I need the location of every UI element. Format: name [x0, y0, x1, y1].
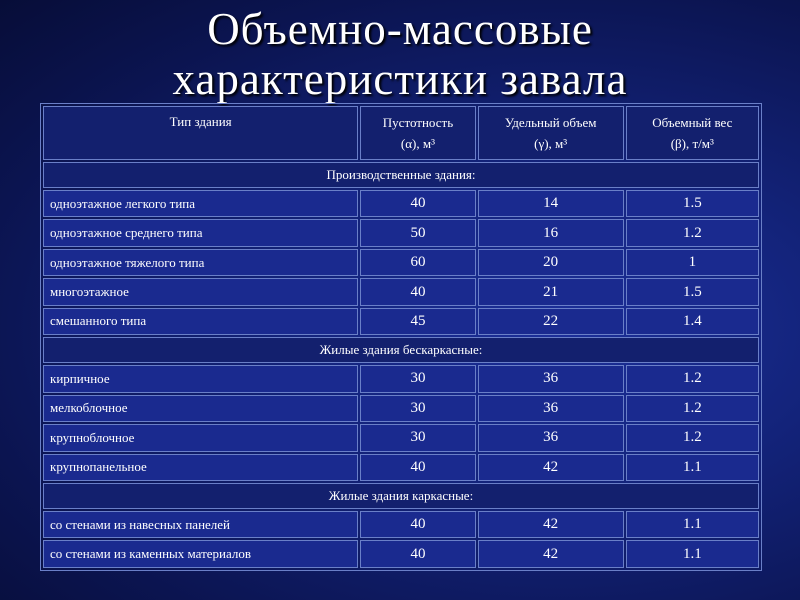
section-title: Жилые здания бескаркасные: — [43, 337, 759, 363]
volume-weight-cell: 1.1 — [626, 454, 759, 481]
volume-weight-cell: 1.1 — [626, 540, 759, 568]
section-title: Жилые здания каркасные: — [43, 483, 759, 509]
specific-volume-cell: 42 — [478, 511, 624, 538]
header-voidness-line-1: Пустотность — [382, 115, 454, 130]
table-row — [43, 540, 759, 568]
building-type-cell: крупнопанельное — [43, 454, 358, 481]
table-row — [43, 454, 759, 481]
header-voidness — [360, 106, 475, 160]
table-row — [43, 511, 759, 538]
building-type-cell: со стенами из навесных панелей — [43, 511, 358, 538]
specific-volume-cell: 36 — [478, 424, 624, 451]
volume-weight-cell: 1.5 — [626, 278, 759, 305]
building-type-cell: крупноблочное — [43, 424, 358, 451]
header-specific-volume-line-2: (γ), м³ — [534, 136, 568, 151]
table-body — [43, 162, 759, 568]
voidness-cell: 30 — [360, 395, 475, 422]
voidness-cell: 40 — [360, 278, 475, 305]
slide-title-line-1: Объемно-массовые — [207, 4, 593, 54]
specific-volume-cell: 22 — [478, 308, 624, 335]
rubble-characteristics-table — [40, 103, 762, 571]
volume-weight-cell: 1.2 — [626, 395, 759, 422]
section-row — [43, 337, 759, 363]
voidness-cell: 50 — [360, 219, 475, 246]
table-row — [43, 219, 759, 246]
building-type-cell: смешанного типа — [43, 308, 358, 335]
specific-volume-cell: 14 — [478, 190, 624, 217]
building-type-cell: со стенами из каменных материалов — [43, 540, 358, 568]
voidness-cell: 30 — [360, 424, 475, 451]
volume-weight-cell: 1.2 — [626, 365, 759, 392]
voidness-cell: 45 — [360, 308, 475, 335]
table-row — [43, 365, 759, 392]
voidness-cell: 40 — [360, 190, 475, 217]
building-type-cell: многоэтажное — [43, 278, 358, 305]
table-row — [43, 190, 759, 217]
header-specific-volume-line-1: Удельный объем — [504, 115, 597, 130]
specific-volume-cell: 42 — [478, 540, 624, 568]
table-row — [43, 278, 759, 305]
voidness-cell: 40 — [360, 511, 475, 538]
building-type-cell: мелкоблочное — [43, 395, 358, 422]
table-header-row — [43, 106, 759, 160]
voidness-cell: 40 — [360, 454, 475, 481]
specific-volume-cell: 36 — [478, 395, 624, 422]
specific-volume-cell: 21 — [478, 278, 624, 305]
specific-volume-cell: 42 — [478, 454, 624, 481]
specific-volume-cell: 20 — [478, 249, 624, 276]
section-row — [43, 483, 759, 509]
building-type-cell: одноэтажное тяжелого типа — [43, 249, 358, 276]
volume-weight-cell: 1.1 — [626, 511, 759, 538]
building-type-cell: одноэтажное среднего типа — [43, 219, 358, 246]
header-specific-volume — [478, 106, 624, 160]
section-title: Производственные здания: — [43, 162, 759, 188]
volume-weight-cell: 1 — [626, 249, 759, 276]
voidness-cell: 30 — [360, 365, 475, 392]
volume-weight-cell: 1.2 — [626, 219, 759, 246]
table-row — [43, 424, 759, 451]
table-row — [43, 395, 759, 422]
voidness-cell: 60 — [360, 249, 475, 276]
building-type-cell: одноэтажное легкого типа — [43, 190, 358, 217]
voidness-cell: 40 — [360, 540, 475, 568]
volume-weight-cell: 1.5 — [626, 190, 759, 217]
slide-title-line-2: характеристики завала — [172, 54, 628, 104]
header-building-type: Тип здания — [43, 106, 358, 160]
header-volume-weight — [626, 106, 759, 160]
section-row — [43, 162, 759, 188]
specific-volume-cell: 16 — [478, 219, 624, 246]
header-volume-weight-line-2: (β), т/м³ — [670, 136, 714, 151]
specific-volume-cell: 36 — [478, 365, 624, 392]
table-row — [43, 249, 759, 276]
building-type-cell: кирпичное — [43, 365, 358, 392]
table-row — [43, 308, 759, 335]
volume-weight-cell: 1.2 — [626, 424, 759, 451]
header-volume-weight-line-1: Объемный вес — [652, 115, 733, 130]
slide-title — [0, 4, 800, 104]
header-voidness-line-2: (α), м³ — [400, 136, 436, 151]
volume-weight-cell: 1.4 — [626, 308, 759, 335]
